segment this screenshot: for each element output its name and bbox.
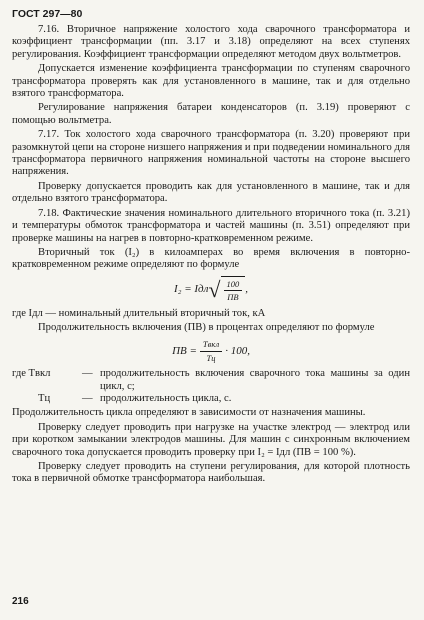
numerator: Tвкл <box>200 338 222 351</box>
paragraph: Допускается изменение коэффициента трансформации по ступеням сварочного трансформатора проверять как для установленного в машине, так и для отдельно взятого трансформатора. <box>12 63 410 100</box>
paragraph: Проверку допускается проводить как для установленного в машине, так и для отдельно взятого трансформатора. <box>12 180 410 205</box>
definitions <box>12 368 410 405</box>
standard-header: ГОСТ 297—80 <box>12 8 83 20</box>
definition-row <box>12 393 410 405</box>
definition-line: где Iдл — номинальный длительный вторичный ток, кА <box>12 307 266 319</box>
fraction <box>200 338 222 364</box>
formula-lhs: I₂ = Iдл <box>173 283 209 296</box>
radical-sign: √ <box>208 276 221 302</box>
definition-dash: — <box>82 392 93 404</box>
document-body <box>12 24 410 488</box>
paragraph: Продолжительность включения (ПВ) в процентах определяют по формуле <box>38 321 375 333</box>
definition-row <box>12 368 410 393</box>
paragraph: Проверку следует проводить при нагрузке на участке электрод — электрод или при коротком замыкании электродов машины. Для машин с синхронным включением сварочного тока допускается проводить проверку при I₂ = Iдл (ПВ = 100 %). <box>12 421 410 458</box>
denominator: ПВ <box>227 292 239 303</box>
definition-text: продолжительность включения сварочного тока машины за один цикл, с; <box>100 368 410 392</box>
formula-lhs: ПВ = <box>172 345 197 358</box>
numerator: 100 <box>224 278 243 291</box>
formula-tail: , <box>245 283 248 296</box>
formula-tail: · 100, <box>225 345 250 358</box>
definition-text: продолжительность цикла, с. <box>100 392 232 404</box>
paragraph: Регулирование напряжения батареи конденсаторов (п. 3.19) проверяют с помощью вольтметра. <box>12 102 410 126</box>
definition-symbol: где Tвкл <box>12 368 51 380</box>
formula-duty-cycle <box>12 338 410 364</box>
paragraph-7-18: 7.18. Фактические значения номинального длительного вторичного тока (п. 3.21) и температуры обмоток трансформатора и частей машины (п. 3.51) определяют при проверке машины на нагрев в повторно-кратковременном режиме. <box>12 207 410 244</box>
paragraph: Проверку следует проводить на ступени регулирования, для которой плотность тока в первичной обмотке трансформатора наибольшая. <box>12 461 410 485</box>
page-number: 216 <box>12 596 29 607</box>
fraction <box>224 278 243 304</box>
denominator: Tц <box>206 352 216 363</box>
radicand <box>221 276 246 304</box>
formula-secondary-current <box>12 276 410 304</box>
paragraph: Продолжительность цикла определяют в зависимости от назначения машины. <box>12 407 366 419</box>
definition-symbol: Tц <box>38 392 51 404</box>
paragraph: Вторичный ток (I₂) в килоамперах во время включения в повторно-кратковременном режиме определяют по формуле <box>12 246 410 271</box>
sqrt <box>208 276 245 304</box>
paragraph-7-17: 7.17. Ток холостого хода сварочного трансформатора (п. 3.20) проверяют при разомкнутой цепи на стороне низшего напряжения и при подведении номинального для трансформатора первичного напряжения номинальной частоты на стороне высшего напряжения. <box>12 129 411 178</box>
paragraph-7-16: 7.16. Вторичное напряжение холостого хода сварочного трансформатора и коэффициент трансформации (пп. 3.17 и 3.18) определяют на всех ступенях регулирования. Коэффициент трансформации определяют методом двух вольтметров. <box>12 24 410 60</box>
definition-dash: — <box>82 368 93 380</box>
